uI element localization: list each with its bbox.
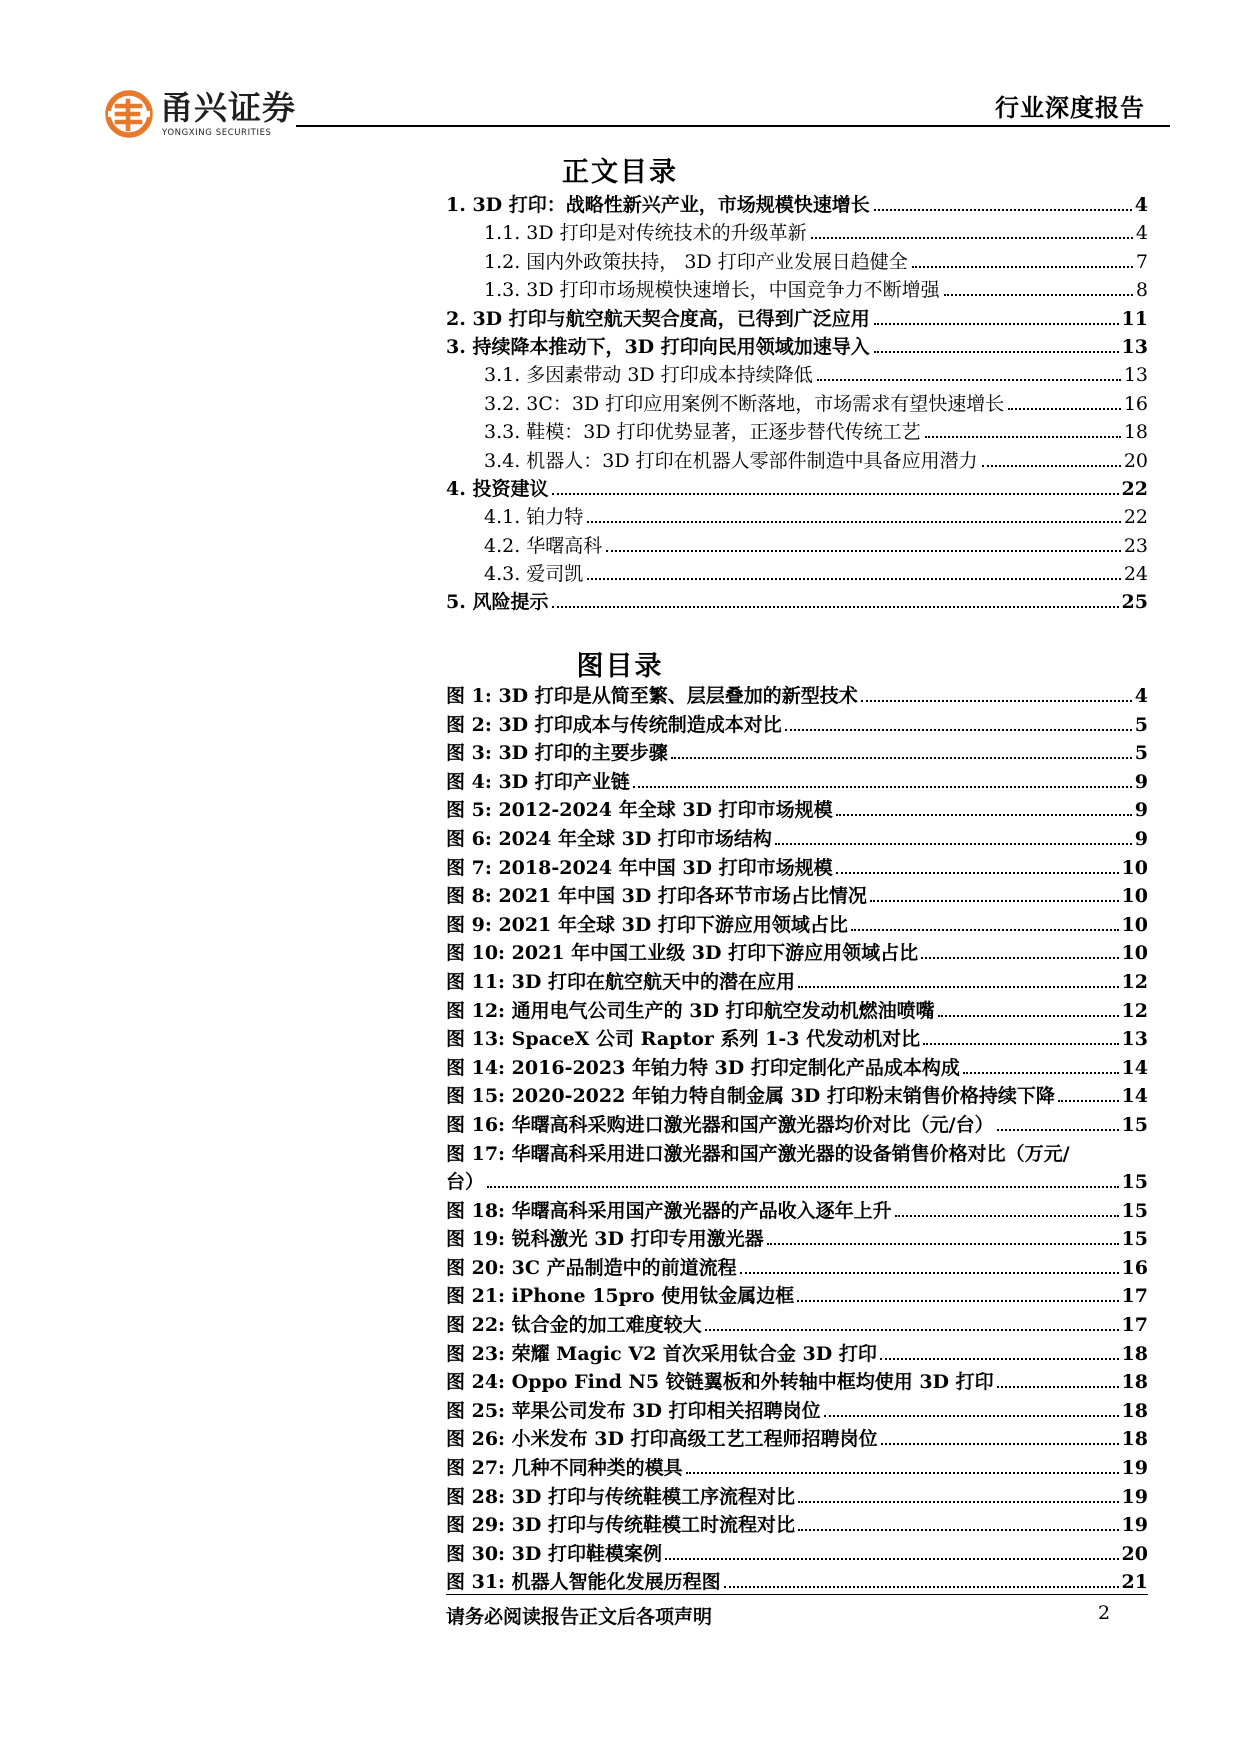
figure-entry[interactable] <box>446 738 1148 767</box>
toc-entry[interactable] <box>446 332 1148 360</box>
toc-entry-page: 13 <box>1123 364 1148 387</box>
dot-leader <box>487 1186 1119 1188</box>
dot-leader <box>861 700 1132 702</box>
figure-entry[interactable] <box>446 853 1148 882</box>
figure-list-title: 图目录 <box>576 651 664 682</box>
figure-entry-page: 14 <box>1121 1056 1148 1079</box>
figure-entry-page: 14 <box>1121 1085 1148 1108</box>
dot-leader <box>997 1386 1119 1388</box>
dot-leader <box>798 1529 1119 1531</box>
footer-divider <box>446 1594 1148 1595</box>
figure-entry-label: 图 5: 2012-2024 年全球 3D 打印市场规模 <box>446 799 833 822</box>
dot-leader <box>997 1129 1119 1131</box>
table-of-contents <box>446 190 1148 616</box>
figure-entry-continued[interactable] <box>446 1167 1148 1196</box>
dot-leader <box>824 1415 1119 1417</box>
figure-entry-label: 图 20: 3C 产品制造中的前道流程 <box>446 1256 737 1279</box>
figure-entry-label: 图 25: 苹果公司发布 3D 打印相关招聘岗位 <box>446 1399 821 1422</box>
dot-leader <box>798 1501 1119 1503</box>
figure-entry[interactable] <box>446 767 1148 796</box>
toc-entry-label: 4.1. 铂力特 <box>484 506 584 529</box>
dot-leader <box>587 521 1121 523</box>
yongxing-logo-icon <box>104 89 154 139</box>
figure-entry[interactable] <box>446 1253 1148 1282</box>
figure-entry-page: 21 <box>1121 1571 1148 1594</box>
figure-entry-page: 12 <box>1121 970 1148 993</box>
dot-leader <box>851 929 1119 931</box>
figure-entry[interactable] <box>446 1396 1148 1425</box>
toc-entry-page: 7 <box>1135 250 1148 273</box>
figure-entry[interactable] <box>446 1424 1148 1453</box>
figure-entry-label: 图 24: Oppo Find N5 铰链翼板和外转轴中框均使用 3D 打印 <box>446 1371 994 1394</box>
figure-entry-label: 图 9: 2021 年全球 3D 打印下游应用领域占比 <box>446 913 848 936</box>
toc-entry[interactable] <box>446 218 1148 246</box>
figure-entry-label: 图 27: 几种不同种类的模具 <box>446 1457 683 1480</box>
toc-entry-page: 25 <box>1121 591 1148 614</box>
figure-entry[interactable] <box>446 681 1148 710</box>
toc-entry-page: 18 <box>1123 421 1148 444</box>
figure-entry-page: 19 <box>1121 1485 1148 1508</box>
figure-entry-label: 图 15: 2020-2022 年铂力特自制金属 3D 打印粉末销售价格持续下降 <box>446 1085 1055 1108</box>
figure-entry[interactable] <box>446 710 1148 739</box>
figure-entry[interactable] <box>446 795 1148 824</box>
figure-entry-label: 图 17: 华曙高科采用进口激光器和国产激光器的设备销售价格对比（万元/ <box>446 1142 1070 1165</box>
toc-entry-label: 1.2. 国内外政策扶持， 3D 打印产业发展日趋健全 <box>484 250 908 273</box>
toc-entry-page: 13 <box>1121 335 1148 358</box>
figure-entry-label: 图 30: 3D 打印鞋模案例 <box>446 1542 662 1565</box>
dot-leader <box>817 379 1121 381</box>
toc-entry-page: 24 <box>1123 563 1148 586</box>
figure-entry-label: 图 3: 3D 打印的主要步骤 <box>446 742 668 765</box>
figure-entry[interactable] <box>446 938 1148 967</box>
figure-entry[interactable] <box>446 1024 1148 1053</box>
toc-title: 正文目录 <box>562 157 678 188</box>
dot-leader <box>633 786 1132 788</box>
dot-leader <box>705 1329 1119 1331</box>
figure-entry-page: 5 <box>1134 713 1148 736</box>
figure-entry[interactable] <box>446 1053 1148 1082</box>
figure-entry-label: 图 29: 3D 打印与传统鞋模工时流程对比 <box>446 1514 795 1537</box>
dot-leader <box>923 1043 1118 1045</box>
toc-entry[interactable] <box>446 417 1148 445</box>
page-header <box>0 0 1240 160</box>
figure-entry-page: 15 <box>1121 1228 1148 1251</box>
figure-entry-page: 20 <box>1121 1542 1148 1565</box>
toc-entry-label: 4. 投资建议 <box>446 477 549 500</box>
dot-leader <box>552 606 1118 608</box>
dot-leader <box>874 209 1132 211</box>
dot-leader <box>925 436 1121 438</box>
figure-entry-page: 4 <box>1134 685 1148 707</box>
figure-entry-label: 图 14: 2016-2023 年铂力特 3D 打印定制化产品成本构成 <box>446 1056 960 1079</box>
figure-entry-label: 图 18: 华曙高科采用国产激光器的产品收入逐年上升 <box>446 1199 892 1222</box>
toc-entry-label: 5. 风险提示 <box>446 591 549 614</box>
figure-entry-label: 图 21: iPhone 15pro 使用钛金属边框 <box>446 1285 795 1308</box>
dot-leader <box>797 1300 1118 1302</box>
dot-leader <box>811 237 1133 239</box>
figure-entry-label: 图 26: 小米发布 3D 打印高级工艺工程师招聘岗位 <box>446 1428 878 1451</box>
figure-entry-page: 10 <box>1121 913 1148 936</box>
figure-entry-page: 5 <box>1134 742 1148 765</box>
dot-leader <box>963 1072 1119 1074</box>
figure-entry-label: 图 12: 通用电气公司生产的 3D 打印航空发动机燃油喷嘴 <box>446 999 935 1022</box>
figure-entry-page: 9 <box>1134 827 1148 850</box>
dot-leader <box>938 1015 1119 1017</box>
figure-entry[interactable] <box>446 1110 1148 1139</box>
dot-leader <box>1058 1100 1119 1102</box>
dot-leader <box>881 1443 1119 1445</box>
figure-entry-page: 15 <box>1121 1113 1148 1136</box>
figure-entry-page: 15 <box>1121 1199 1148 1222</box>
figure-entry-label: 图 6: 2024 年全球 3D 打印市场结构 <box>446 827 772 850</box>
figure-entry-page: 12 <box>1121 999 1148 1022</box>
figure-entry-page: 16 <box>1121 1256 1148 1279</box>
figure-entry[interactable] <box>446 967 1148 996</box>
figure-entry-page: 18 <box>1121 1342 1148 1365</box>
toc-entry-page: 11 <box>1121 307 1148 330</box>
figure-entry[interactable] <box>446 824 1148 853</box>
dot-leader <box>836 814 1132 816</box>
toc-entry[interactable] <box>446 474 1148 502</box>
figure-entry-label: 图 28: 3D 打印与传统鞋模工序流程对比 <box>446 1485 795 1508</box>
figure-entry[interactable] <box>446 996 1148 1025</box>
toc-entry-label: 4.3. 爱司凯 <box>484 563 584 586</box>
figure-entry[interactable] <box>446 1281 1148 1310</box>
toc-entry[interactable] <box>446 275 1148 303</box>
dot-leader <box>880 1358 1119 1360</box>
figure-entry[interactable] <box>446 1081 1148 1110</box>
report-type-label: 行业深度报告 <box>995 93 1145 122</box>
toc-entry[interactable] <box>446 389 1148 417</box>
figure-entry-label: 图 23: 荣耀 Magic V2 首次采用钛合金 3D 打印 <box>446 1342 877 1365</box>
figure-entry-page: 10 <box>1121 942 1148 965</box>
figure-entry[interactable] <box>446 1482 1148 1511</box>
dot-leader <box>740 1272 1119 1274</box>
toc-entry[interactable] <box>446 587 1148 615</box>
figure-entry-page: 17 <box>1121 1285 1148 1308</box>
toc-entry-page: 22 <box>1123 506 1148 529</box>
figure-entry-page: 19 <box>1121 1457 1148 1480</box>
figure-entry[interactable] <box>446 1310 1148 1339</box>
figure-entry-label: 图 8: 2021 年中国 3D 打印各环节市场占比情况 <box>446 885 867 908</box>
figure-entry-continued-page: 15 <box>1121 1171 1148 1194</box>
toc-entry-label: 3.3. 鞋模：3D 打印优势显著，正逐步替代传统工艺 <box>484 421 921 444</box>
dot-leader <box>874 351 1119 353</box>
toc-entry-page: 8 <box>1135 279 1148 302</box>
figure-entry[interactable] <box>446 1224 1148 1253</box>
figure-entry-page: 9 <box>1134 770 1148 793</box>
figure-entry-label: 图 4: 3D 打印产业链 <box>446 770 630 793</box>
toc-entry-label: 4.2. 华曙高科 <box>484 534 603 557</box>
toc-entry-page: 16 <box>1123 392 1148 415</box>
figure-entry[interactable] <box>446 1539 1148 1568</box>
toc-entry[interactable] <box>446 502 1148 530</box>
figure-entry-page: 18 <box>1121 1428 1148 1451</box>
figure-entry[interactable] <box>446 1567 1148 1596</box>
dot-leader <box>982 465 1121 467</box>
figure-entry[interactable] <box>446 1510 1148 1539</box>
figure-entry-label: 图 11: 3D 打印在航空航天中的潜在应用 <box>446 970 795 993</box>
figure-entry-label: 图 22: 钛合金的加工难度较大 <box>446 1314 702 1337</box>
toc-entry-label: 1. 3D 打印：战略性新兴产业，市场规模快速增长 <box>446 194 870 216</box>
dot-leader <box>1008 408 1121 410</box>
dot-leader <box>671 757 1132 759</box>
dot-leader <box>912 266 1133 268</box>
toc-entry-page: 23 <box>1123 534 1148 557</box>
toc-entry-page: 4 <box>1135 222 1148 245</box>
figure-entry-page: 18 <box>1121 1371 1148 1394</box>
toc-entry-label: 3.4. 机器人：3D 打印在机器人零部件制造中具备应用潜力 <box>484 449 978 472</box>
figure-entry-page: 19 <box>1121 1514 1148 1537</box>
toc-entry[interactable] <box>446 446 1148 474</box>
toc-entry-page: 22 <box>1121 477 1148 500</box>
toc-entry-label: 3.1. 多因素带动 3D 打印成本持续降低 <box>484 364 813 387</box>
figure-entry-page: 10 <box>1121 856 1148 879</box>
page-number: 2 <box>1098 1602 1111 1624</box>
figure-entry-label: 图 31: 机器人智能化发展历程图 <box>446 1571 721 1594</box>
figure-entry[interactable] <box>446 1196 1148 1225</box>
dot-leader <box>767 1243 1119 1245</box>
figure-entry-label: 图 10: 2021 年中国工业级 3D 打印下游应用领域占比 <box>446 942 919 965</box>
dot-leader <box>874 323 1119 325</box>
dot-leader <box>552 493 1118 495</box>
dot-leader <box>798 986 1119 988</box>
figure-entry-label: 图 1: 3D 打印是从简至繁、层层叠加的新型技术 <box>446 685 858 707</box>
figure-entry-page: 10 <box>1121 885 1148 908</box>
dot-leader <box>785 729 1132 731</box>
dot-leader <box>921 957 1118 959</box>
dot-leader <box>895 1215 1119 1217</box>
toc-entry-label: 3. 持续降本推动下，3D 打印向民用领域加速导入 <box>446 335 870 358</box>
figure-entry-label: 图 13: SpaceX 公司 Raptor 系列 1-3 代发动机对比 <box>446 1028 921 1051</box>
footer-disclaimer: 请务必阅读报告正文后各项声明 <box>446 1606 713 1628</box>
figure-entry-page: 17 <box>1121 1314 1148 1337</box>
figure-entry-label: 图 2: 3D 打印成本与传统制造成本对比 <box>446 713 782 736</box>
figure-entry-continued-label: 台） <box>446 1171 485 1194</box>
dot-leader <box>587 578 1121 580</box>
toc-entry[interactable] <box>446 531 1148 559</box>
figure-entry[interactable] <box>446 910 1148 939</box>
dot-leader <box>836 872 1119 874</box>
dot-leader <box>724 1586 1119 1588</box>
figure-entry-page: 9 <box>1134 799 1148 822</box>
figure-entry[interactable] <box>446 1367 1148 1396</box>
toc-entry-page: 4 <box>1134 194 1148 216</box>
toc-entry-label: 1.1. 3D 打印是对传统技术的升级革新 <box>484 222 807 245</box>
toc-entry-page: 20 <box>1123 449 1148 472</box>
toc-entry-label: 2. 3D 打印与航空航天契合度高，已得到广泛应用 <box>446 307 870 330</box>
dot-leader <box>870 900 1119 902</box>
dot-leader <box>775 843 1132 845</box>
dot-leader <box>606 550 1121 552</box>
dot-leader <box>944 294 1133 296</box>
figure-entry[interactable] <box>446 1453 1148 1482</box>
figure-entry-page: 13 <box>1121 1028 1148 1051</box>
toc-entry-label: 1.3. 3D 打印市场规模快速增长，中国竞争力不断增强 <box>484 279 940 302</box>
dot-leader <box>686 1472 1119 1474</box>
figure-list <box>446 681 1148 1596</box>
header-divider <box>296 125 1170 127</box>
toc-entry[interactable] <box>446 304 1148 332</box>
figure-entry-label: 图 7: 2018-2024 年中国 3D 打印市场规模 <box>446 856 833 879</box>
toc-entry[interactable] <box>446 360 1148 388</box>
figure-entry-page: 18 <box>1121 1399 1148 1422</box>
dot-leader <box>665 1558 1119 1560</box>
logo-company-name-en: YONGXING SECURITIES <box>162 128 272 138</box>
toc-entry[interactable] <box>446 559 1148 587</box>
figure-entry[interactable] <box>446 1139 1148 1168</box>
toc-entry[interactable] <box>446 247 1148 275</box>
figure-entry-label: 图 19: 锐科激光 3D 打印专用激光器 <box>446 1228 764 1251</box>
toc-entry[interactable] <box>446 190 1148 218</box>
figure-entry[interactable] <box>446 1339 1148 1368</box>
figure-entry-label: 图 16: 华曙高科采购进口激光器和国产激光器均价对比（元/台） <box>446 1113 994 1136</box>
toc-entry-label: 3.2. 3C：3D 打印应用案例不断落地，市场需求有望快速增长 <box>484 392 1005 415</box>
logo-company-name: 甬兴证券 <box>160 88 296 127</box>
figure-entry[interactable] <box>446 881 1148 910</box>
